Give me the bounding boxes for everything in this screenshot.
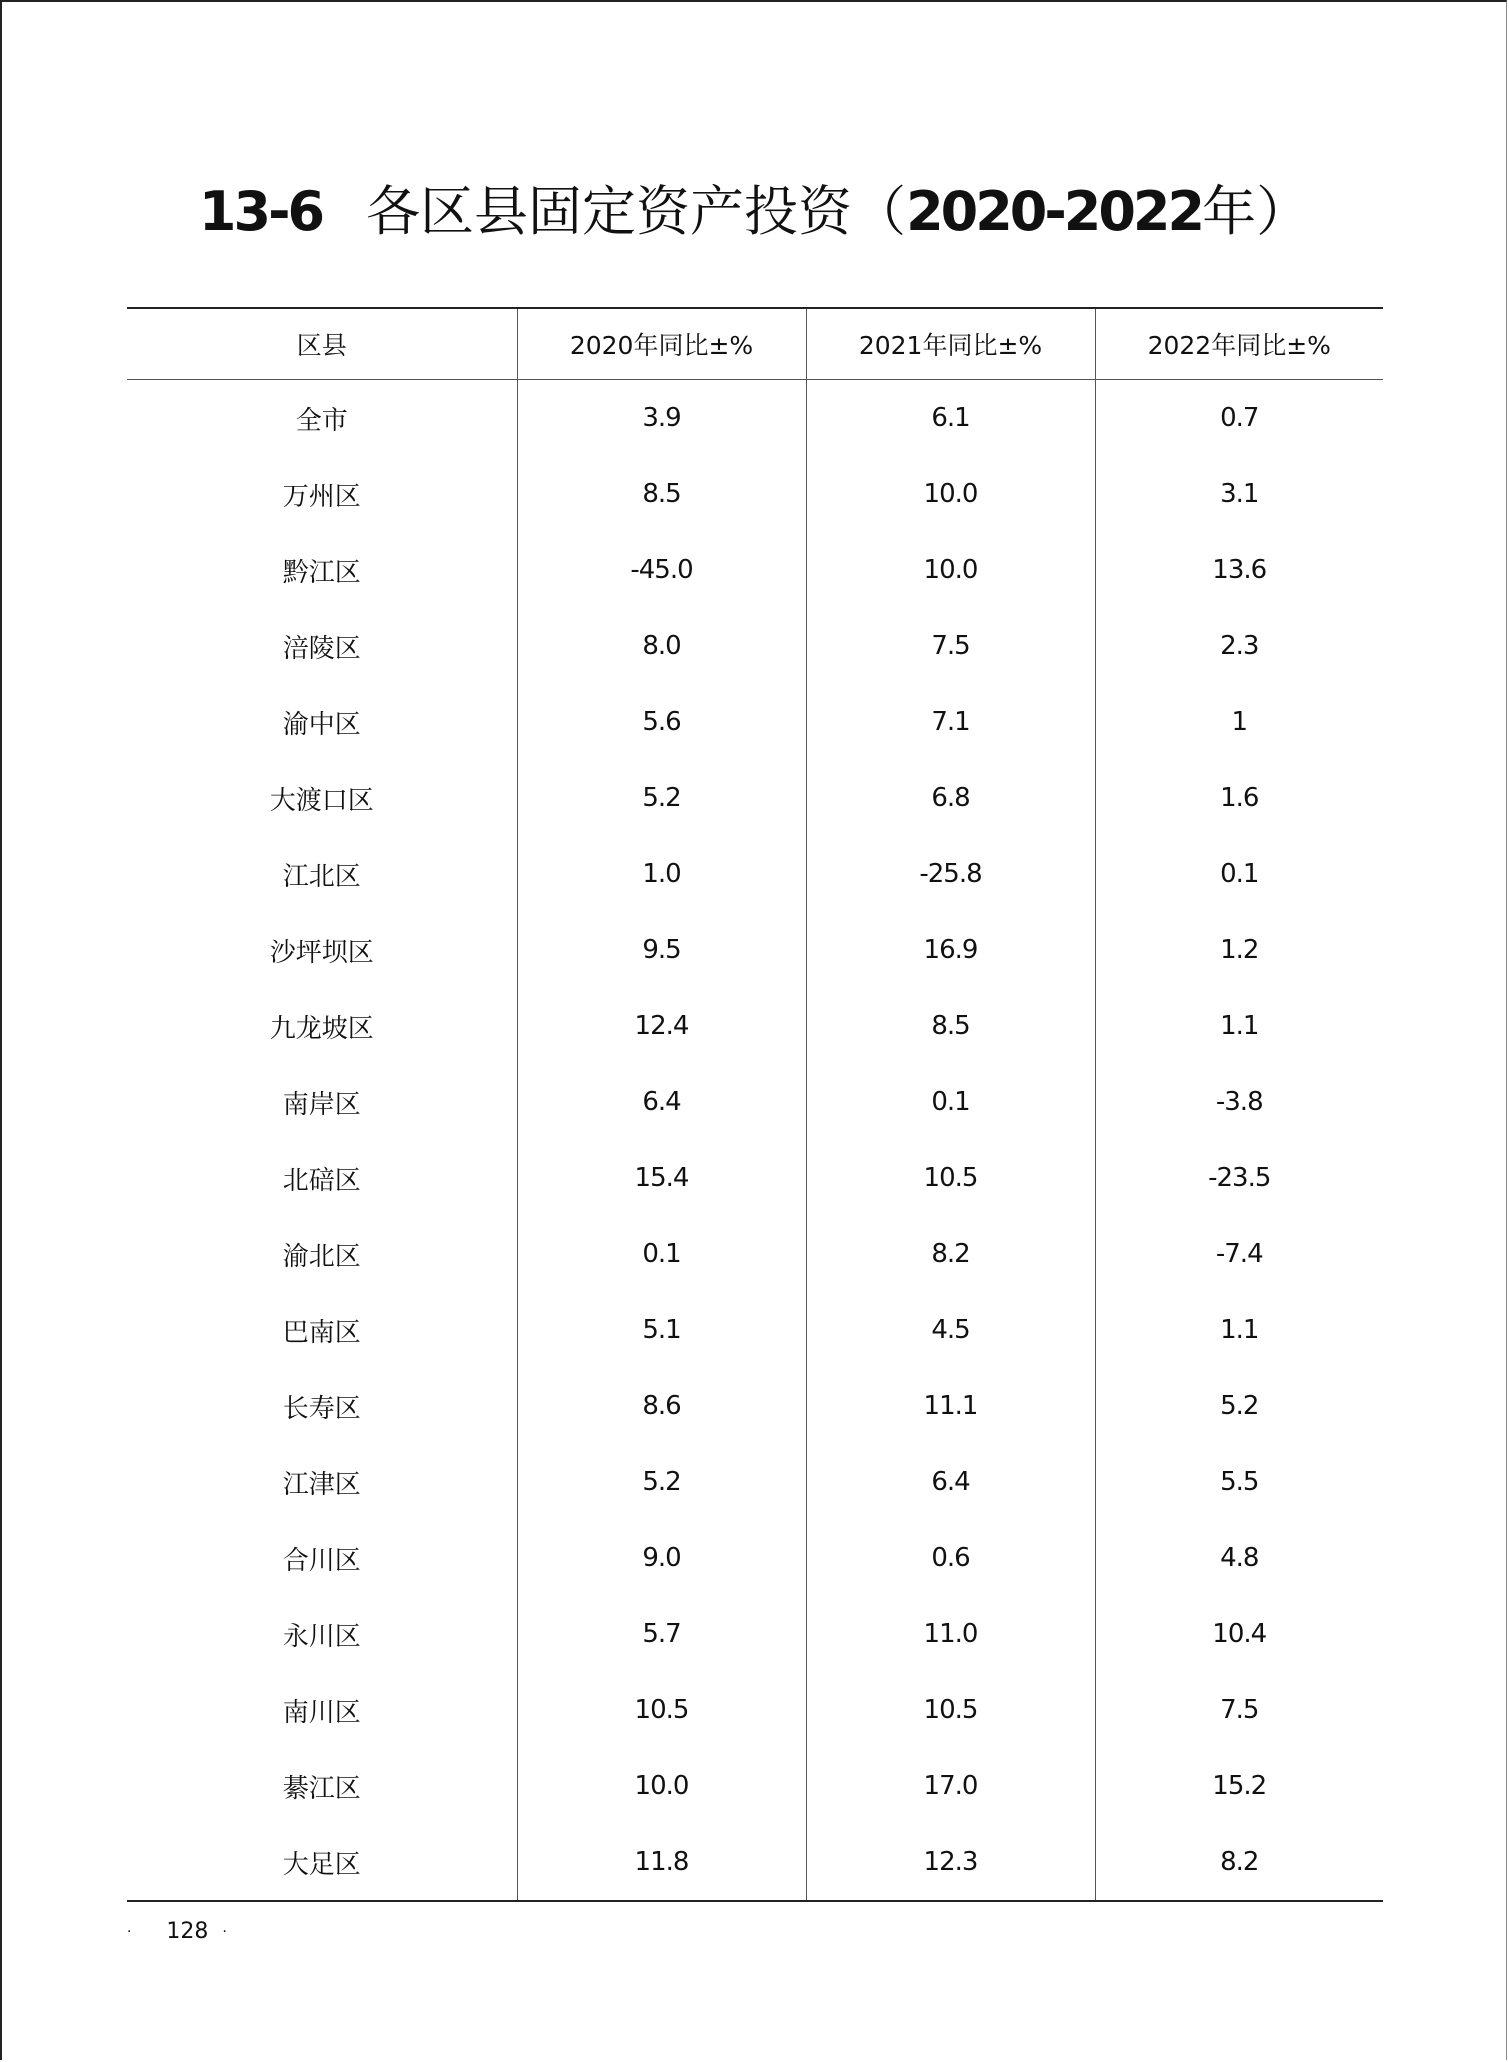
county-name-cell: 万州区 — [282, 481, 361, 512]
county-name-cell: 长寿区 — [282, 1393, 361, 1424]
table-row — [127, 1140, 1383, 1216]
value-cell: 15.2 — [1095, 1748, 1383, 1824]
value-cell: 5.6 — [517, 684, 806, 760]
page-number: · 128 · — [127, 1919, 227, 1944]
value-cell: 5.2 — [1095, 1368, 1383, 1444]
header-2020: 2020年同比±% — [517, 308, 806, 380]
value-cell: -45.0 — [517, 532, 806, 608]
value-cell: 3.9 — [517, 380, 806, 457]
county-name-cell: 渝中区 — [282, 709, 361, 740]
value-cell: 17.0 — [806, 1748, 1095, 1824]
value-cell: -7.4 — [1095, 1216, 1383, 1292]
table-row — [127, 1444, 1383, 1520]
table-row — [127, 836, 1383, 912]
header-2021: 2021年同比±% — [806, 308, 1095, 380]
value-cell: 3.1 — [1095, 456, 1383, 532]
county-name-cell: 全市 — [295, 405, 348, 436]
value-cell: -23.5 — [1095, 1140, 1383, 1216]
value-cell: 6.4 — [517, 1064, 806, 1140]
value-cell: 15.4 — [517, 1140, 806, 1216]
value-cell: 4.5 — [806, 1292, 1095, 1368]
page-title — [0, 180, 1509, 244]
table-row — [127, 760, 1383, 836]
table-row — [127, 1216, 1383, 1292]
value-cell: 12.3 — [806, 1824, 1095, 1901]
value-cell: 1 — [1095, 684, 1383, 760]
county-name-cell: 江北区 — [282, 861, 361, 892]
table-row — [127, 988, 1383, 1064]
title-text: 各区县固定资产投资 — [366, 180, 853, 243]
county-name-cell: 大足区 — [282, 1849, 361, 1880]
table-row — [127, 1064, 1383, 1140]
table-row — [127, 532, 1383, 608]
county-name-cell: 九龙坡区 — [269, 1013, 374, 1044]
value-cell: 1.1 — [1095, 988, 1383, 1064]
value-cell: 5.2 — [517, 1444, 806, 1520]
table-row — [127, 1292, 1383, 1368]
title-year-char: 年 — [1202, 180, 1257, 243]
county-name-cell: 涪陵区 — [282, 633, 361, 664]
value-cell: 0.1 — [517, 1216, 806, 1292]
value-cell: 10.5 — [517, 1672, 806, 1748]
value-cell: 2.3 — [1095, 608, 1383, 684]
value-cell: 5.1 — [517, 1292, 806, 1368]
value-cell: 9.0 — [517, 1520, 806, 1596]
table-number: 13-6 — [198, 180, 323, 243]
table-row — [127, 1368, 1383, 1444]
county-name-cell: 北碚区 — [282, 1165, 361, 1196]
value-cell: 8.2 — [1095, 1824, 1383, 1901]
county-name-cell: 合川区 — [282, 1545, 361, 1576]
value-cell: 10.0 — [517, 1748, 806, 1824]
header-county: 区县 — [296, 331, 347, 360]
value-cell: 5.5 — [1095, 1444, 1383, 1520]
county-name-cell: 大渡口区 — [269, 785, 374, 816]
value-cell: 8.2 — [806, 1216, 1095, 1292]
table-row — [127, 1824, 1383, 1901]
investment-table — [127, 307, 1383, 1902]
value-cell: -25.8 — [806, 836, 1095, 912]
value-cell: 5.7 — [517, 1596, 806, 1672]
value-cell: 8.5 — [806, 988, 1095, 1064]
value-cell: 10.0 — [806, 456, 1095, 532]
table-row — [127, 1596, 1383, 1672]
county-name-cell: 綦江区 — [282, 1773, 361, 1804]
value-cell: 11.8 — [517, 1824, 806, 1901]
value-cell: 10.0 — [806, 532, 1095, 608]
value-cell: 7.5 — [806, 608, 1095, 684]
value-cell: 1.6 — [1095, 760, 1383, 836]
value-cell: 8.6 — [517, 1368, 806, 1444]
county-name-cell: 渝北区 — [282, 1241, 361, 1272]
header-row — [127, 308, 1383, 380]
table-row — [127, 684, 1383, 760]
county-name-cell: 江津区 — [282, 1469, 361, 1500]
value-cell: 13.6 — [1095, 532, 1383, 608]
county-name-cell: 巴南区 — [282, 1317, 361, 1348]
value-cell: 6.4 — [806, 1444, 1095, 1520]
table-row — [127, 380, 1383, 457]
county-name-cell: 南川区 — [282, 1697, 361, 1728]
table-row — [127, 1672, 1383, 1748]
value-cell: 0.7 — [1095, 380, 1383, 457]
value-cell: 1.0 — [517, 836, 806, 912]
page-number-value: 128 — [166, 1919, 209, 1944]
county-name-cell: 永川区 — [282, 1621, 361, 1652]
value-cell: 9.5 — [517, 912, 806, 988]
value-cell: 11.1 — [806, 1368, 1095, 1444]
title-years: 2020-2022 — [906, 180, 1203, 243]
county-name-cell: 南岸区 — [282, 1089, 361, 1120]
table-row — [127, 912, 1383, 988]
value-cell: 10.5 — [806, 1140, 1095, 1216]
table-row — [127, 608, 1383, 684]
value-cell: 6.1 — [806, 380, 1095, 457]
value-cell: 0.1 — [1095, 836, 1383, 912]
value-cell: 10.5 — [806, 1672, 1095, 1748]
header-2022: 2022年同比±% — [1095, 308, 1383, 380]
value-cell: 4.8 — [1095, 1520, 1383, 1596]
value-cell: 1.1 — [1095, 1292, 1383, 1368]
title-close-paren: ） — [1256, 180, 1311, 243]
value-cell: 7.5 — [1095, 1672, 1383, 1748]
value-cell: 16.9 — [806, 912, 1095, 988]
value-cell: 8.5 — [517, 456, 806, 532]
table-row — [127, 456, 1383, 532]
value-cell: 6.8 — [806, 760, 1095, 836]
value-cell: 7.1 — [806, 684, 1095, 760]
value-cell: 0.1 — [806, 1064, 1095, 1140]
county-name-cell: 沙坪坝区 — [269, 937, 374, 968]
value-cell: 0.6 — [806, 1520, 1095, 1596]
table-row — [127, 1748, 1383, 1824]
table-row — [127, 1520, 1383, 1596]
county-name-cell: 黔江区 — [282, 557, 361, 588]
value-cell: 11.0 — [806, 1596, 1095, 1672]
value-cell: 5.2 — [517, 760, 806, 836]
value-cell: 1.2 — [1095, 912, 1383, 988]
title-open-paren: （ — [852, 180, 907, 243]
value-cell: -3.8 — [1095, 1064, 1383, 1140]
value-cell: 10.4 — [1095, 1596, 1383, 1672]
value-cell: 12.4 — [517, 988, 806, 1064]
value-cell: 8.0 — [517, 608, 806, 684]
